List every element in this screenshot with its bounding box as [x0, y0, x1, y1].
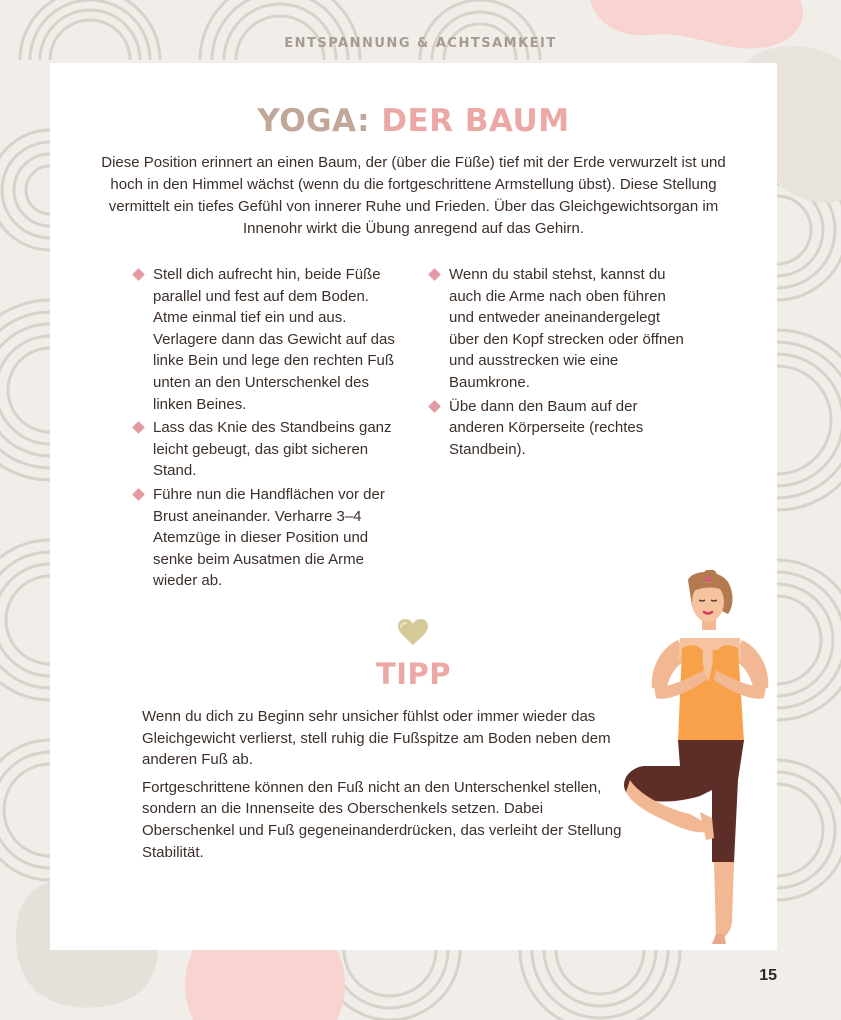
- heart-icon: [397, 618, 429, 646]
- page-number: 15: [759, 967, 777, 984]
- steps-left-column: [132, 264, 402, 594]
- title-prefix: YOGA:: [257, 103, 371, 139]
- diamond-bullet-icon: [428, 400, 441, 413]
- diamond-bullet-icon: [132, 488, 145, 501]
- step-text: Lass das Knie des Standbeins ganz leicht gebeugt, das gibt sicheren Stand.: [153, 419, 392, 480]
- step-item: [132, 484, 402, 592]
- tip-heading: TIPP: [375, 657, 452, 691]
- diamond-bullet-icon: [428, 268, 441, 281]
- section-label: ENTSPANNUNG & ACHTSAMKEIT: [284, 36, 557, 51]
- title-main: DER BAUM: [381, 103, 570, 139]
- steps-right-column: [428, 264, 688, 462]
- step-text: Wenn du stabil stehst, kannst du auch die Arme nach oben führen und entweder aneinandergelegt über den Kopf strecken oder öffnen und ausstrecken wie eine Baumkrone.: [449, 266, 684, 391]
- step-text: Führe nun die Handflächen vor der Brust aneinander. Verharre 3–4 Atemzüge in dieser Position und senke beim Ausatmen die Arme wieder ab.: [153, 485, 385, 590]
- diamond-bullet-icon: [132, 421, 145, 434]
- step-text: Stell dich aufrecht hin, beide Füße parallel und fest auf dem Boden. Atme einmal tief ein und aus. Verlagere dann das Gewicht auf das linke Bein und lege den rechten Fuß unten an den Unterschenkel des linken Beines.: [153, 266, 395, 413]
- tip-body: [142, 706, 632, 869]
- step-text: Übe dann den Baum auf der anderen Körperseite (rechtes Standbein).: [449, 397, 644, 458]
- yoga-tree-pose-illustration: [620, 570, 780, 950]
- intro-paragraph: Diese Position erinnert an einen Baum, der (über die Füße) tief mit der Erde verwurzelt ist und hoch in den Himmel wächst (wenn du die fortgeschrittene Armstellung übst). Diese Stellung vermittelt ein tiefes Gefühl von innerer Ruhe und Frieden. Über das Gleichgewichtsorgan im Innenohr wirkt die Übung anregend auf das Gehirn.: [101, 154, 726, 237]
- tip-paragraph: Fortgeschrittene können den Fuß nicht an den Unterschenkel stellen, sondern an die Innenseite des Oberschenkels setzen. Dabei Oberschenkel und Fuß gegeneinanderdrücken, das verleiht der Stellung Stabilität.: [142, 778, 622, 861]
- page-title: [50, 103, 777, 139]
- step-item: [132, 264, 402, 415]
- step-item: [132, 417, 402, 482]
- step-item: [428, 264, 688, 394]
- tip-paragraph: Wenn du dich zu Beginn sehr unsicher fühlst oder immer wieder das Gleichgewicht verlierst, stell ruhig die Fußspitze am Boden neben dem anderen Fuß ab.: [142, 708, 611, 769]
- diamond-bullet-icon: [132, 268, 145, 281]
- step-item: [428, 396, 688, 461]
